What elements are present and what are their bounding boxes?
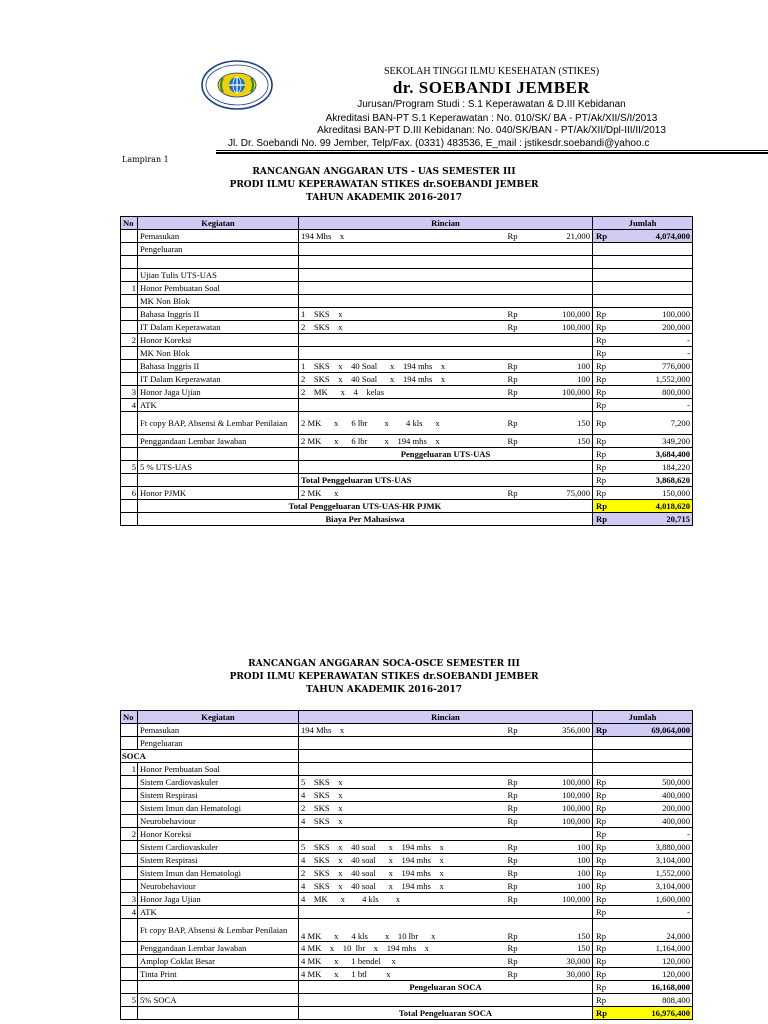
row-detail: 2 MK x 6 lbr x 194 mhs x	[299, 435, 506, 448]
row-detail: 2 MK x 4 kelas	[299, 386, 506, 399]
col-no: No	[121, 711, 138, 724]
row-detail: 194 Mhs x	[299, 724, 506, 737]
row-jumlah: 500,000	[618, 776, 693, 789]
doc1-title-2: PRODI ILMU KEPERAWATAN STIKES dr.SOEBANDI JEMBER	[229, 180, 539, 190]
table-row	[121, 994, 693, 1007]
row-jumlah-rp: Rp	[593, 854, 618, 867]
table-row	[121, 308, 693, 321]
row-rp: Rp	[506, 386, 530, 399]
row-jumlah: 200,000	[618, 321, 693, 334]
row-label: MK Non Blok	[138, 295, 299, 308]
row-value: 100,000	[530, 815, 593, 828]
subtotal-label: Penggeluaran UTS-UAS	[299, 448, 593, 461]
row-value: 100,000	[530, 321, 593, 334]
row-jumlah-rp: Rp	[593, 776, 618, 789]
total-label: Total Penggeluaran UTS-UAS	[299, 474, 593, 487]
institution-name: SEKOLAH TINGGI ILMU KESEHATAN (STIKES)	[383, 66, 600, 77]
row-jumlah: 776,000	[618, 360, 693, 373]
table-header-row	[121, 711, 693, 724]
row-jumlah: 69,064,000	[618, 724, 693, 737]
row-detail: 4 SKS x	[299, 789, 506, 802]
row-jumlah: 349,200	[618, 435, 693, 448]
table-row	[121, 981, 693, 994]
table-row	[121, 243, 693, 256]
grand-total-value: 4,018,620	[618, 500, 693, 513]
row-rp: Rp	[506, 776, 530, 789]
row-jumlah: -	[618, 906, 693, 919]
row-value: 30,000	[530, 968, 593, 981]
row-number: 3	[121, 893, 138, 906]
table-row	[121, 360, 693, 373]
row-jumlah-rp: Rp	[593, 461, 618, 474]
row-label: Tinta Print	[138, 968, 299, 981]
row-jumlah-rp: Rp	[593, 919, 618, 942]
row-rp: Rp	[506, 815, 530, 828]
row-rp: Rp	[506, 955, 530, 968]
col-no: No	[121, 217, 138, 230]
table-row	[121, 461, 693, 474]
row-rp: Rp	[506, 412, 530, 435]
row-jumlah-rp: Rp	[593, 981, 618, 994]
row-jumlah: -	[618, 828, 693, 841]
row-value: 100,000	[530, 776, 593, 789]
row-label: Bahasa Inggris II	[138, 308, 299, 321]
row-detail: 4 MK x 1 bendel x	[299, 955, 506, 968]
subtotal-label: Pengeluaran SOCA	[299, 981, 593, 994]
row-jumlah-rp: Rp	[593, 955, 618, 968]
row-jumlah-rp: Rp	[593, 373, 618, 386]
row-jumlah: 808,400	[618, 994, 693, 1007]
row-jumlah-rp: Rp	[593, 994, 618, 1007]
accreditation-s1: Akreditasi BAN-PT S.1 Keperawatan : No. 010/SK/ BA - PT/Ak/XII/S/I/2013	[325, 113, 658, 124]
table-row	[121, 815, 693, 828]
doc1-title-3: TAHUN AKADEMIK 2016-2017	[306, 193, 462, 203]
table-row	[121, 919, 693, 942]
row-jumlah: 1,600,000	[618, 893, 693, 906]
row-label: Neurobehaviour	[138, 880, 299, 893]
row-rp: Rp	[506, 968, 530, 981]
row-label: Neurobehaviour	[138, 815, 299, 828]
subtotal-value: 16,168,000	[618, 981, 693, 994]
row-number: 2	[121, 334, 138, 347]
row-jumlah: 400,000	[618, 815, 693, 828]
table-row	[121, 1007, 693, 1020]
table-row	[121, 880, 693, 893]
row-jumlah: 3,104,000	[618, 854, 693, 867]
row-jumlah: 1,164,000	[618, 942, 693, 955]
row-jumlah: 120,000	[618, 955, 693, 968]
row-label: Amplop Coklat Besar	[138, 955, 299, 968]
row-label: 5% SOCA	[138, 994, 299, 1007]
row-detail: 4 MK x 1 btl x	[299, 968, 506, 981]
letterhead	[0, 0, 768, 150]
row-detail: 4 MK x 4 kls x 10 lbr x	[299, 919, 506, 942]
table-row	[121, 269, 693, 282]
table-row	[121, 373, 693, 386]
row-label: Bahasa Inggris II	[138, 360, 299, 373]
row-label: MK Non Blok	[138, 347, 299, 360]
row-number: 5	[121, 994, 138, 1007]
row-value: 100	[530, 373, 593, 386]
row-jumlah: -	[618, 399, 693, 412]
row-label: Sistem Respirasi	[138, 854, 299, 867]
doc2-title-3: TAHUN AKADEMIK 2016-2017	[306, 685, 462, 695]
row-jumlah: 1,552,000	[618, 373, 693, 386]
table-row	[121, 282, 693, 295]
row-rp: Rp	[506, 854, 530, 867]
table-row	[121, 968, 693, 981]
table-row	[121, 256, 693, 269]
row-jumlah-rp: Rp	[593, 347, 618, 360]
row-rp: Rp	[506, 230, 530, 243]
total-value: 16,976,400	[618, 1007, 693, 1020]
row-jumlah: 24,000	[618, 919, 693, 942]
section-label: SOCA	[121, 750, 299, 763]
row-jumlah-rp: Rp	[593, 841, 618, 854]
row-jumlah: 150,000	[618, 487, 693, 500]
table-row	[121, 295, 693, 308]
row-label: Sistem Imun dan Hematologi	[138, 802, 299, 815]
grand-total-label: Total Penggeluaran UTS-UAS-HR PJMK	[138, 500, 593, 513]
row-jumlah-rp: Rp	[593, 815, 618, 828]
row-detail: 2 SKS x	[299, 321, 506, 334]
row-value: 150	[530, 435, 593, 448]
table-row	[121, 474, 693, 487]
row-jumlah-rp: Rp	[593, 867, 618, 880]
row-value: 100	[530, 880, 593, 893]
row-jumlah-rp: Rp	[593, 968, 618, 981]
row-jumlah: 200,000	[618, 802, 693, 815]
row-jumlah-rp: Rp	[593, 474, 618, 487]
col-kegiatan: Kegiatan	[138, 711, 299, 724]
row-detail: 5 SKS x	[299, 776, 506, 789]
table-row	[121, 435, 693, 448]
row-value: 150	[530, 412, 593, 435]
subtotal-value: 3,684,400	[618, 448, 693, 461]
row-detail: 4 SKS x 40 soal x 194 mhs x	[299, 880, 506, 893]
row-label: Ft copy BAP, Absensi & Lembar Penilaian	[138, 919, 299, 942]
table-row	[121, 789, 693, 802]
total-label: Total Pengeluaran SOCA	[299, 1007, 593, 1020]
table-row	[121, 828, 693, 841]
table-row	[121, 334, 693, 347]
row-value: 21,000	[530, 230, 593, 243]
row-jumlah: -	[618, 334, 693, 347]
row-rp: Rp	[506, 487, 530, 500]
table-row	[121, 942, 693, 955]
row-rp: Rp	[506, 942, 530, 955]
row-label: Sistem Respirasi	[138, 789, 299, 802]
row-value: 75,000	[530, 487, 593, 500]
row-jumlah: 100,000	[618, 308, 693, 321]
row-label: Pemasukan	[138, 230, 299, 243]
row-value: 356,000	[530, 724, 593, 737]
row-label: 5 % UTS-UAS	[138, 461, 299, 474]
row-number: 3	[121, 386, 138, 399]
header-divider-thick	[216, 152, 768, 154]
row-value: 100,000	[530, 893, 593, 906]
row-rp: Rp	[506, 880, 530, 893]
row-jumlah-rp: Rp	[593, 230, 618, 243]
row-jumlah-rp: Rp	[593, 1007, 618, 1020]
row-value: 100	[530, 854, 593, 867]
row-number: 4	[121, 906, 138, 919]
row-rp: Rp	[506, 308, 530, 321]
table-row	[121, 399, 693, 412]
row-label: Sistem Cardiovaskuler	[138, 841, 299, 854]
col-jumlah: Jumlah	[593, 711, 693, 724]
row-detail: 4 MK x 10 lbr x 194 mhs x	[299, 942, 506, 955]
row-rp: Rp	[506, 802, 530, 815]
row-label: Honor Koreksi	[138, 828, 299, 841]
row-jumlah-rp: Rp	[593, 360, 618, 373]
row-value: 100,000	[530, 789, 593, 802]
row-jumlah: 4,074,000	[618, 230, 693, 243]
row-jumlah: 3,880,000	[618, 841, 693, 854]
row-jumlah-rp: Rp	[593, 942, 618, 955]
row-label: Honor Pembuatan Soal	[138, 763, 299, 776]
row-label: Honor PJMK	[138, 487, 299, 500]
row-jumlah: 800,000	[618, 386, 693, 399]
col-jumlah: Jumlah	[593, 217, 693, 230]
row-label: Pemasukan	[138, 724, 299, 737]
row-jumlah-rp: Rp	[593, 513, 618, 526]
row-detail: 4 SKS x 40 soal x 194 mhs x	[299, 854, 506, 867]
institution-city-name: dr. SOEBANDI JEMBER	[392, 78, 591, 97]
row-jumlah-rp: Rp	[593, 828, 618, 841]
total-value: 3,868,620	[618, 474, 693, 487]
table-row	[121, 724, 693, 737]
row-rp: Rp	[506, 435, 530, 448]
row-number: 4	[121, 399, 138, 412]
row-label: Pengeluaran	[138, 737, 299, 750]
row-detail: 1 SKS x	[299, 308, 506, 321]
table-row	[121, 802, 693, 815]
table-row	[121, 487, 693, 500]
row-rp: Rp	[506, 919, 530, 942]
row-detail: 2 MK x 6 lbr x 4 kls x	[299, 412, 506, 435]
row-detail: 4 MK x 4 kls x	[299, 893, 506, 906]
row-label: IT Dalam Keperawatan	[138, 373, 299, 386]
row-value: 100	[530, 867, 593, 880]
row-label: ATK	[138, 906, 299, 919]
row-rp: Rp	[506, 724, 530, 737]
table-row	[121, 347, 693, 360]
table-row	[121, 955, 693, 968]
table-row	[121, 906, 693, 919]
table-row	[121, 448, 693, 461]
row-jumlah-rp: Rp	[593, 893, 618, 906]
row-rp: Rp	[506, 360, 530, 373]
row-jumlah: -	[618, 347, 693, 360]
row-jumlah: 120,000	[618, 968, 693, 981]
row-jumlah: 7,200	[618, 412, 693, 435]
row-jumlah: 1,552,000	[618, 867, 693, 880]
row-jumlah: 3,104,000	[618, 880, 693, 893]
table-header-row	[121, 217, 693, 230]
row-rp: Rp	[506, 867, 530, 880]
table-row	[121, 230, 693, 243]
row-label: Honor Jaga Ujian	[138, 893, 299, 906]
per-student-value: 20,715	[618, 513, 693, 526]
row-jumlah: 400,000	[618, 789, 693, 802]
row-detail: 194 Mhs x	[299, 230, 506, 243]
address-line: Jl. Dr. Soebandi No. 99 Jember, Telp/Fax. (0331) 483536, E_mail : jstikesdr.soebandi@yahoo.c	[228, 138, 650, 149]
budget-table-soca-osce	[120, 710, 693, 1020]
row-value: 150	[530, 919, 593, 942]
row-label: Honor Koreksi	[138, 334, 299, 347]
row-detail: 2 MK x	[299, 487, 506, 500]
row-rp: Rp	[506, 321, 530, 334]
table-row	[121, 854, 693, 867]
row-value: 100	[530, 841, 593, 854]
row-jumlah-rp: Rp	[593, 435, 618, 448]
doc2-title-1: RANCANGAN ANGGARAN SOCA-OSCE SEMESTER III	[248, 659, 520, 669]
table-row	[121, 500, 693, 513]
attachment-label: Lampiran 1	[122, 155, 169, 164]
row-rp: Rp	[506, 893, 530, 906]
row-rp: Rp	[506, 373, 530, 386]
table-row	[121, 412, 693, 435]
table-row	[121, 893, 693, 906]
row-jumlah-rp: Rp	[593, 724, 618, 737]
table-row	[121, 750, 693, 763]
row-value: 100,000	[530, 308, 593, 321]
header-divider	[216, 150, 768, 151]
row-value: 100	[530, 360, 593, 373]
budget-table-uts-uas	[120, 216, 693, 526]
table-row	[121, 321, 693, 334]
row-label: Penggandaan Lembar Jawaban	[138, 942, 299, 955]
row-jumlah-rp: Rp	[593, 880, 618, 893]
row-value: 100,000	[530, 802, 593, 815]
table-row	[121, 386, 693, 399]
row-jumlah-rp: Rp	[593, 412, 618, 435]
row-detail: 2 SKS x 40 Soal x 194 mhs x	[299, 373, 506, 386]
table-row	[121, 763, 693, 776]
row-jumlah-rp: Rp	[593, 500, 618, 513]
accreditation-d3: Akreditasi BAN-PT D.III Kebidanan: No. 040/SK/BAN - PT/Ak/XII/Dpl-III/II/2013	[317, 125, 666, 136]
program-line: Jurusan/Program Studi : S.1 Keperawatan & D.III Kebidanan	[357, 99, 626, 110]
row-detail: 5 SKS x 40 soal x 194 mhs x	[299, 841, 506, 854]
row-number: 5	[121, 461, 138, 474]
row-label: ATK	[138, 399, 299, 412]
row-label: Honor Jaga Ujian	[138, 386, 299, 399]
table-row	[121, 841, 693, 854]
row-rp: Rp	[506, 789, 530, 802]
row-detail: 1 SKS x 40 Soal x 194 mhs x	[299, 360, 506, 373]
row-number: 2	[121, 828, 138, 841]
doc1-title-1: RANCANGAN ANGGARAN UTS - UAS SEMESTER III	[252, 167, 516, 177]
row-number: 1	[121, 763, 138, 776]
row-jumlah-rp: Rp	[593, 334, 618, 347]
row-detail: 2 SKS x 40 soal x 194 mhs x	[299, 867, 506, 880]
row-jumlah-rp: Rp	[593, 802, 618, 815]
row-detail: 2 SKS x	[299, 802, 506, 815]
doc2-title-2: PRODI ILMU KEPERAWATAN STIKES dr.SOEBANDI JEMBER	[229, 672, 539, 682]
per-student-label: Biaya Per Mahasiswa	[138, 513, 593, 526]
row-label: Ft copy BAP, Absensi & Lembar Penilaian	[138, 412, 299, 435]
col-rincian: Rincian	[299, 711, 593, 724]
row-value: 100,000	[530, 386, 593, 399]
row-detail: 4 SKS x	[299, 815, 506, 828]
table-row	[121, 867, 693, 880]
row-value: 30,000	[530, 955, 593, 968]
table-row	[121, 737, 693, 750]
row-jumlah-rp: Rp	[593, 308, 618, 321]
row-jumlah-rp: Rp	[593, 906, 618, 919]
row-jumlah-rp: Rp	[593, 386, 618, 399]
row-label: IT Dalam Keperawatan	[138, 321, 299, 334]
row-jumlah-rp: Rp	[593, 399, 618, 412]
row-label: Honor Pembuatan Soal	[138, 282, 299, 295]
row-label: Penggandaan Lembar Jawaban	[138, 435, 299, 448]
row-label: Ujian Tulis UTS-UAS	[138, 269, 299, 282]
row-rp: Rp	[506, 841, 530, 854]
row-number: 1	[121, 282, 138, 295]
row-label: Sistem Cardiovaskuler	[138, 776, 299, 789]
row-label: Sistem Imun dan Hematologi	[138, 867, 299, 880]
row-jumlah-rp: Rp	[593, 789, 618, 802]
table-row	[121, 776, 693, 789]
col-kegiatan: Kegiatan	[138, 217, 299, 230]
col-rincian: Rincian	[299, 217, 593, 230]
row-jumlah-rp: Rp	[593, 448, 618, 461]
row-value: 150	[530, 942, 593, 955]
row-label: Pengeluaran	[138, 243, 299, 256]
row-jumlah-rp: Rp	[593, 321, 618, 334]
row-jumlah-rp: Rp	[593, 487, 618, 500]
table-row	[121, 513, 693, 526]
row-jumlah: 184,220	[618, 461, 693, 474]
row-number: 6	[121, 487, 138, 500]
